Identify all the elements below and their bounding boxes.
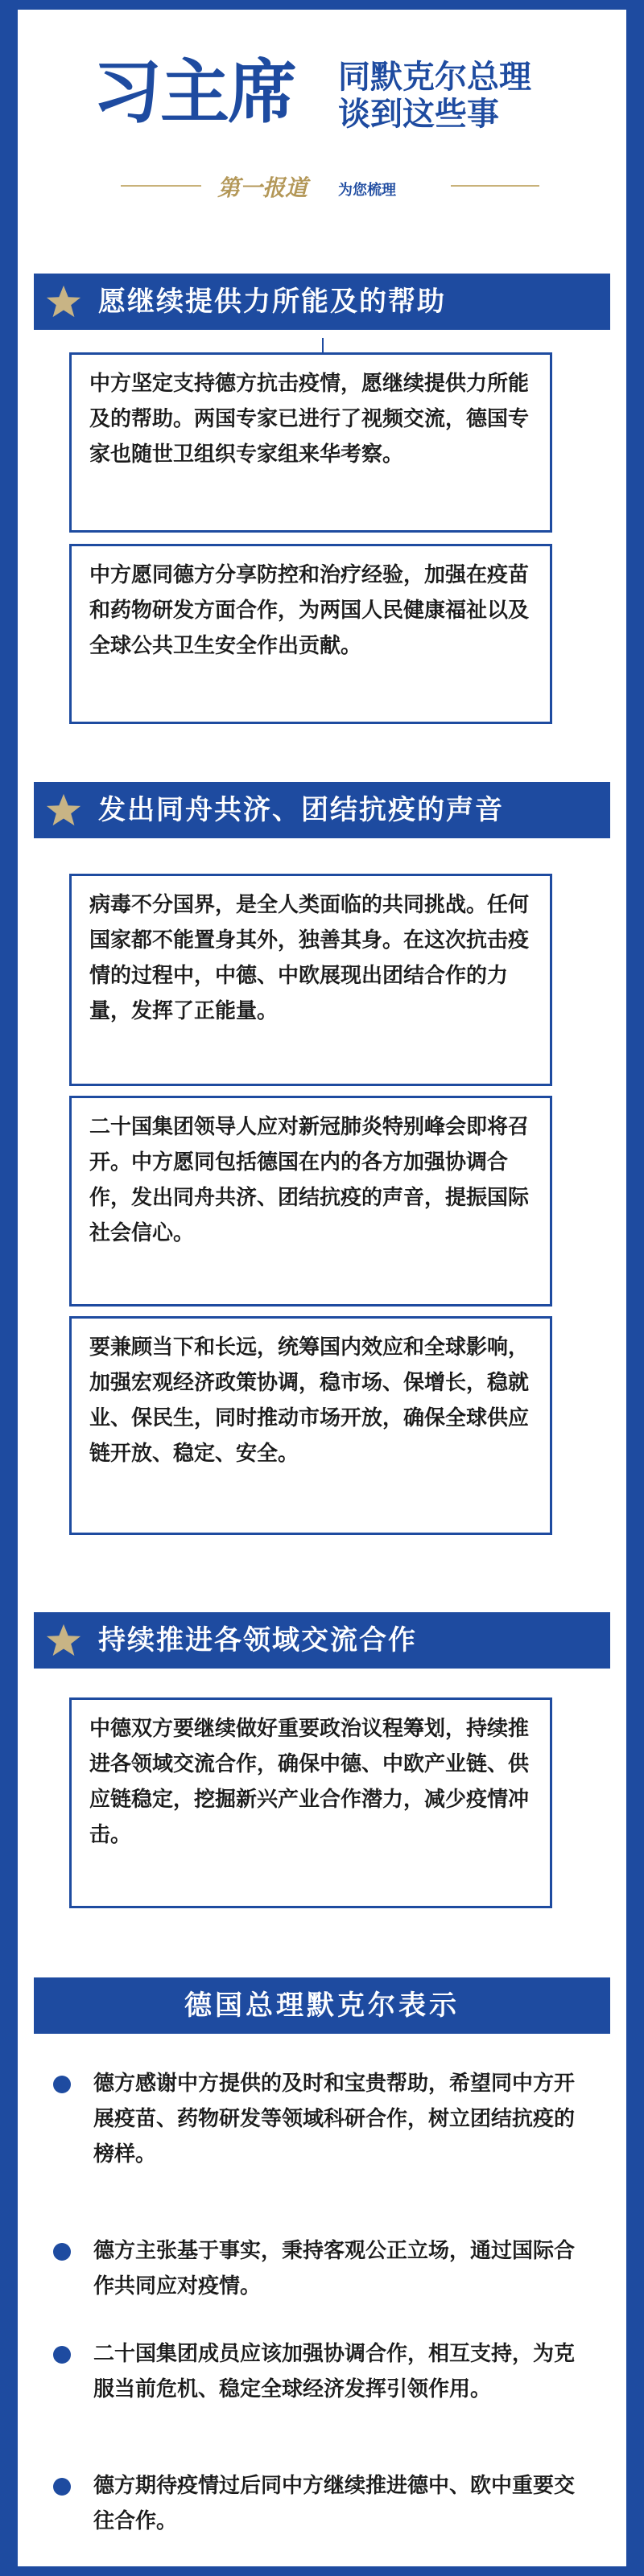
section-header-exchange (34, 1612, 610, 1669)
connector-line (322, 338, 324, 354)
brand-subtext: 为您梳理 (338, 182, 396, 199)
content-box: 二十国集团领导人应对新冠肺炎特别峰会即将召开。中方愿同包括德国在内的各方加强协调合作，发出同舟共济、团结抗疫的声音，提振国际社会信心。 (69, 1096, 552, 1307)
divider-right (451, 185, 539, 187)
divider-left (121, 185, 201, 187)
list-item (53, 2336, 592, 2407)
star-icon (45, 283, 82, 320)
list-item-text: 二十国集团成员应该加强协调合作，相互支持，为克服当前危机、稳定全球经济发挥引领作用。 (93, 2342, 576, 2401)
content-box: 中德双方要继续做好重要政治议程筹划，持续推进各领域交流合作，确保中德、中欧产业链、供应链稳定，挖掘新兴产业合作潜力，减少疫情冲击。 (69, 1697, 552, 1908)
content-box: 中方愿同德方分享防控和治疗经验，加强在疫苗和药物研发方面合作，为两国人民健康福祉以及全球公共卫生安全作出贡献。 (69, 544, 552, 724)
bullet-dot-icon (53, 2076, 71, 2093)
section-header-merkel (34, 1977, 610, 2034)
list-item (53, 2468, 592, 2539)
content-box: 要兼顾当下和长远，统筹国内效应和全球影响，加强宏观经济政策协调，稳市场、保增长，稳就业、保民生，同时推动市场开放，确保全球供应链开放、稳定、安全。 (69, 1316, 552, 1535)
title-line-1: 同默克尔总理 (338, 58, 531, 96)
section-title: 持续推进各领域交流合作 (98, 1624, 417, 1656)
list-item-text: 德方感谢中方提供的及时和宝贵帮助，希望同中方开展疫苗、药物研发等领域科研合作，树立团结抗疫的榜样。 (93, 2072, 576, 2167)
list-item (53, 2066, 592, 2172)
title-line-2: 谈到这些事 (338, 95, 499, 133)
star-icon (45, 792, 82, 829)
section-title: 德国总理默克尔表示 (184, 1990, 460, 2022)
list-item-text: 德方主张基于事实，秉持客观公正立场，通过国际合作共同应对疫情。 (93, 2239, 576, 2298)
brand-row (121, 169, 539, 201)
star-icon (45, 1622, 82, 1659)
content-box: 病毒不分国界，是全人类面临的共同挑战。任何国家都不能置身其外，独善其身。在这次抗击疫情的过程中，中德、中欧展现出团结合作的力量，发挥了正能量。 (69, 874, 552, 1086)
page-header (56, 48, 588, 161)
bullet-dot-icon (53, 2346, 71, 2364)
list-item-text: 德方期待疫情过后同中方继续推进德中、欧中重要交往合作。 (93, 2474, 576, 2533)
section-header-solidarity (34, 782, 610, 838)
section-title: 发出同舟共济、团结抗疫的声音 (98, 794, 504, 826)
bullet-dot-icon (53, 2478, 71, 2496)
content-box: 中方坚定支持德方抗击疫情，愿继续提供力所能及的帮助。两国专家已进行了视频交流，德国专家也随世卫组织专家组来华考察。 (69, 352, 552, 533)
title-main: 习主席 (93, 51, 295, 133)
section-title: 愿继续提供力所能及的帮助 (98, 286, 446, 318)
list-item (53, 2233, 592, 2304)
brand-text: 第一报道 (217, 175, 308, 201)
section-header-help (34, 274, 610, 330)
bullet-dot-icon (53, 2243, 71, 2261)
